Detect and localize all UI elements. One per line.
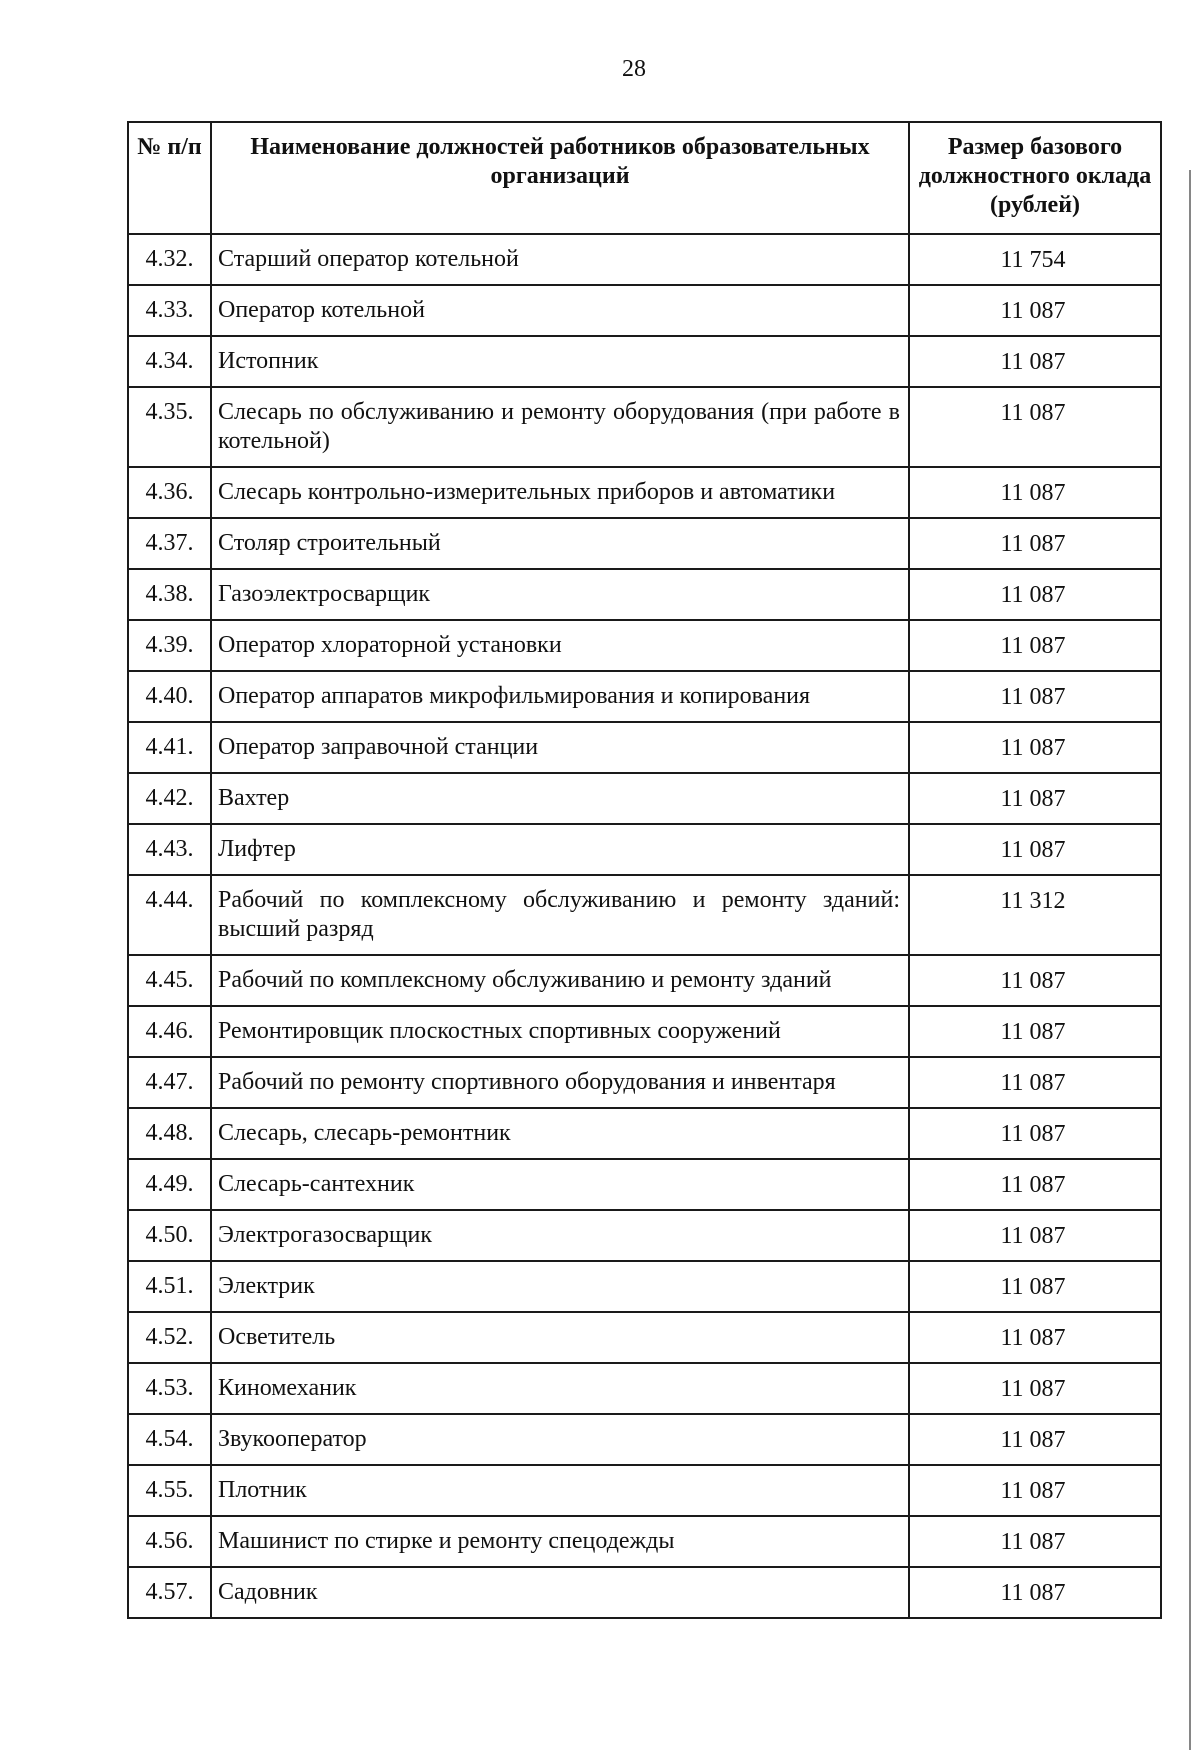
row-number: 4.50. [128, 1210, 211, 1261]
scan-edge-line [1189, 170, 1191, 1750]
table-row [128, 285, 1161, 336]
row-number: 4.41. [128, 722, 211, 773]
table-row [128, 1006, 1161, 1057]
row-base-salary: 11 087 [909, 620, 1161, 671]
table-row [128, 1159, 1161, 1210]
row-position-name: Лифтер [211, 824, 909, 875]
row-base-salary: 11 754 [909, 234, 1161, 285]
row-number: 4.38. [128, 569, 211, 620]
row-base-salary: 11 087 [909, 467, 1161, 518]
table-row [128, 518, 1161, 569]
row-base-salary: 11 087 [909, 773, 1161, 824]
row-position-name: Электрогазосварщик [211, 1210, 909, 1261]
table-row [128, 1210, 1161, 1261]
header-position-name: Наименование должностей работников образовательных организаций [211, 122, 909, 234]
row-number: 4.52. [128, 1312, 211, 1363]
table-row [128, 875, 1161, 955]
row-base-salary: 11 087 [909, 1057, 1161, 1108]
row-position-name: Истопник [211, 336, 909, 387]
row-position-name: Плотник [211, 1465, 909, 1516]
row-base-salary: 11 087 [909, 518, 1161, 569]
table-row [128, 1516, 1161, 1567]
row-base-salary: 11 087 [909, 1108, 1161, 1159]
table-row [128, 234, 1161, 285]
row-position-name: Вахтер [211, 773, 909, 824]
table-header-row [128, 122, 1161, 234]
row-number: 4.44. [128, 875, 211, 955]
row-base-salary: 11 087 [909, 1261, 1161, 1312]
row-base-salary: 11 087 [909, 1414, 1161, 1465]
row-base-salary: 11 087 [909, 569, 1161, 620]
row-position-name: Ремонтировщик плоскостных спортивных сооружений [211, 1006, 909, 1057]
row-number: 4.57. [128, 1567, 211, 1618]
table-row [128, 569, 1161, 620]
row-position-name: Слесарь по обслуживанию и ремонту оборудования (при работе в котельной) [211, 387, 909, 467]
row-position-name: Оператор заправочной станции [211, 722, 909, 773]
table-row [128, 824, 1161, 875]
row-position-name: Киномеханик [211, 1363, 909, 1414]
header-number: № п/п [128, 122, 211, 234]
row-base-salary: 11 087 [909, 285, 1161, 336]
row-base-salary: 11 087 [909, 824, 1161, 875]
table-row [128, 1363, 1161, 1414]
row-position-name: Рабочий по комплексному обслуживанию и ремонту зданий [211, 955, 909, 1006]
table-row [128, 467, 1161, 518]
row-number: 4.37. [128, 518, 211, 569]
row-number: 4.35. [128, 387, 211, 467]
table-row [128, 336, 1161, 387]
row-position-name: Старший оператор котельной [211, 234, 909, 285]
row-base-salary: 11 087 [909, 1567, 1161, 1618]
row-position-name: Слесарь-сантехник [211, 1159, 909, 1210]
row-position-name: Осветитель [211, 1312, 909, 1363]
row-position-name: Столяр строительный [211, 518, 909, 569]
table-row [128, 671, 1161, 722]
row-base-salary: 11 087 [909, 671, 1161, 722]
row-number: 4.56. [128, 1516, 211, 1567]
row-number: 4.51. [128, 1261, 211, 1312]
row-position-name: Оператор хлораторной установки [211, 620, 909, 671]
row-number: 4.40. [128, 671, 211, 722]
table-row [128, 1567, 1161, 1618]
table-row [128, 1108, 1161, 1159]
row-number: 4.42. [128, 773, 211, 824]
row-number: 4.32. [128, 234, 211, 285]
row-position-name: Слесарь контрольно-измерительных приборов и автоматики [211, 467, 909, 518]
row-number: 4.47. [128, 1057, 211, 1108]
row-position-name: Машинист по стирке и ремонту спецодежды [211, 1516, 909, 1567]
row-position-name: Звукооператор [211, 1414, 909, 1465]
row-position-name: Газоэлектросварщик [211, 569, 909, 620]
row-position-name: Слесарь, слесарь-ремонтник [211, 1108, 909, 1159]
row-base-salary: 11 087 [909, 955, 1161, 1006]
row-base-salary: 11 087 [909, 1516, 1161, 1567]
row-base-salary: 11 087 [909, 1210, 1161, 1261]
table-row [128, 955, 1161, 1006]
salary-table [127, 121, 1162, 1619]
row-number: 4.49. [128, 1159, 211, 1210]
row-number: 4.39. [128, 620, 211, 671]
row-base-salary: 11 312 [909, 875, 1161, 955]
table-row [128, 1465, 1161, 1516]
row-number: 4.54. [128, 1414, 211, 1465]
table-row [128, 1414, 1161, 1465]
row-base-salary: 11 087 [909, 1363, 1161, 1414]
row-position-name: Оператор котельной [211, 285, 909, 336]
row-number: 4.48. [128, 1108, 211, 1159]
row-base-salary: 11 087 [909, 1159, 1161, 1210]
row-number: 4.53. [128, 1363, 211, 1414]
row-number: 4.36. [128, 467, 211, 518]
row-number: 4.34. [128, 336, 211, 387]
row-position-name: Рабочий по комплексному обслуживанию и ремонту зданий: высший разряд [211, 875, 909, 955]
row-base-salary: 11 087 [909, 1312, 1161, 1363]
table-row [128, 722, 1161, 773]
row-base-salary: 11 087 [909, 722, 1161, 773]
row-position-name: Оператор аппаратов микрофильмирования и копирования [211, 671, 909, 722]
row-base-salary: 11 087 [909, 336, 1161, 387]
row-number: 4.46. [128, 1006, 211, 1057]
table-row [128, 620, 1161, 671]
page-number: 28 [622, 56, 646, 82]
header-base-salary: Размер базового должностного оклада (рублей) [909, 122, 1161, 234]
row-number: 4.43. [128, 824, 211, 875]
table-row [128, 1057, 1161, 1108]
row-base-salary: 11 087 [909, 387, 1161, 467]
table-row [128, 1261, 1161, 1312]
row-base-salary: 11 087 [909, 1465, 1161, 1516]
table-row [128, 387, 1161, 467]
row-position-name: Садовник [211, 1567, 909, 1618]
row-number: 4.33. [128, 285, 211, 336]
row-number: 4.55. [128, 1465, 211, 1516]
row-number: 4.45. [128, 955, 211, 1006]
table-row [128, 773, 1161, 824]
table-body [128, 234, 1161, 1618]
row-position-name: Электрик [211, 1261, 909, 1312]
table-row [128, 1312, 1161, 1363]
row-position-name: Рабочий по ремонту спортивного оборудования и инвентаря [211, 1057, 909, 1108]
row-base-salary: 11 087 [909, 1006, 1161, 1057]
